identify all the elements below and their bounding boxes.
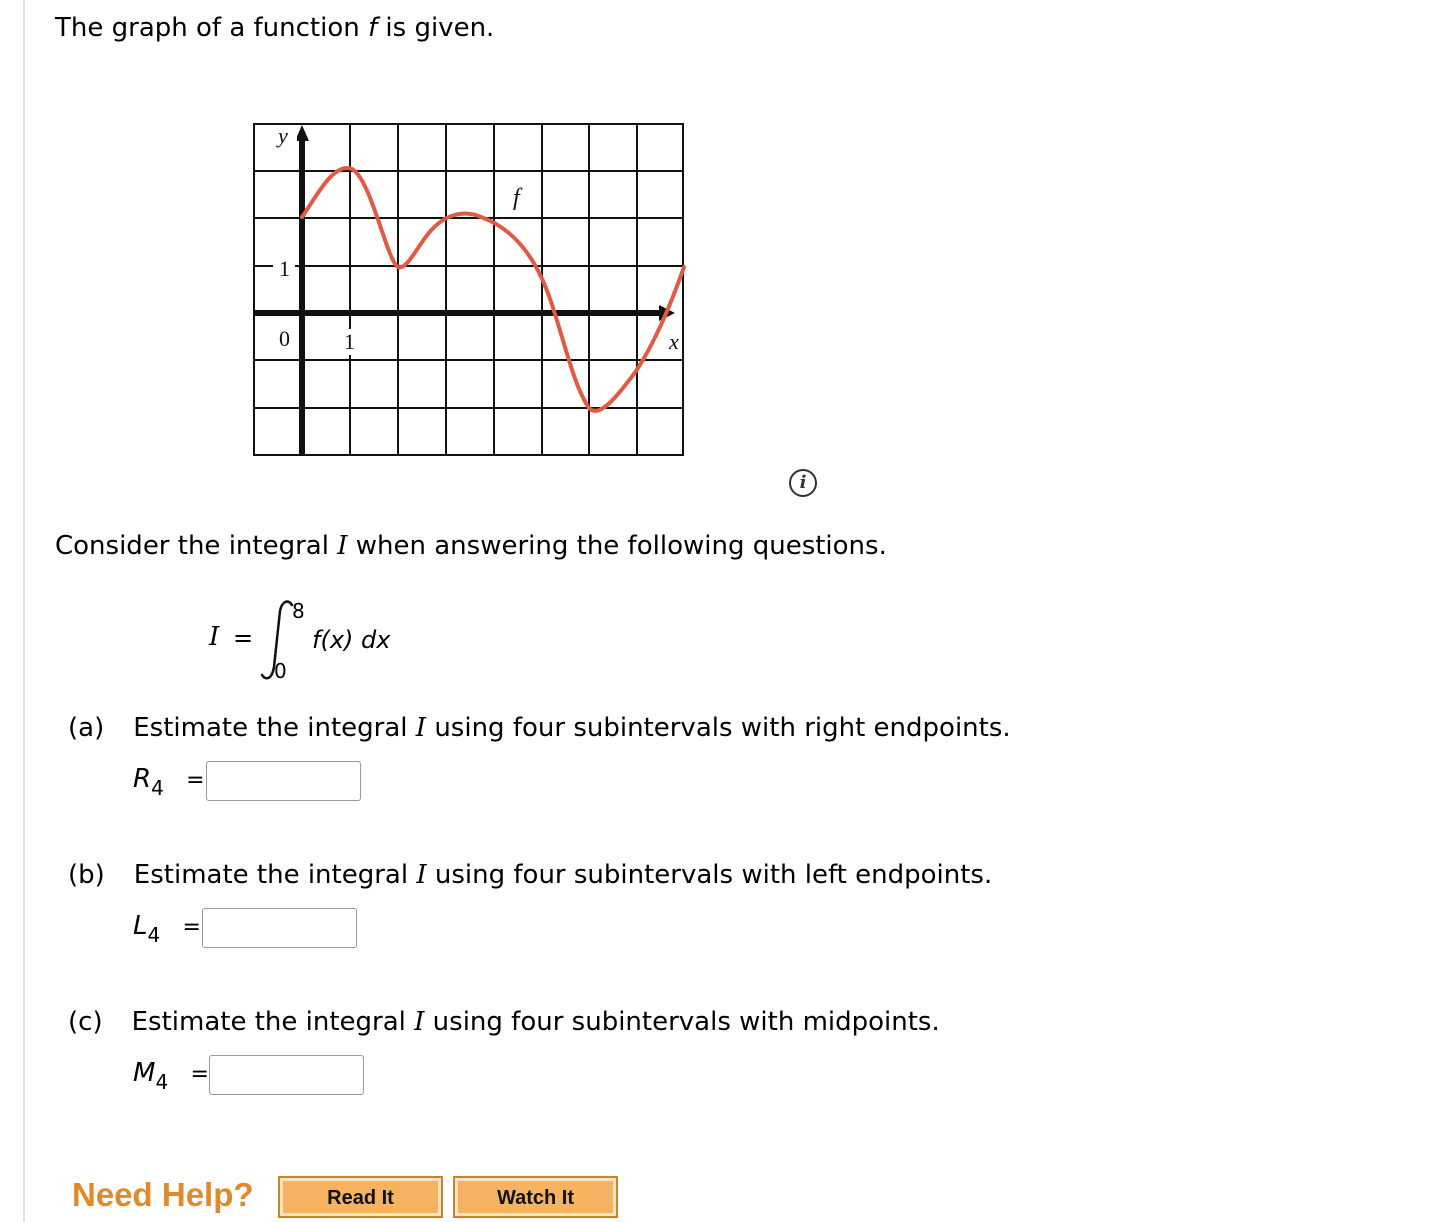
r4-subscript: 4: [151, 776, 164, 800]
part-a-label: (a): [68, 713, 105, 743]
l4-equals: =: [182, 915, 201, 940]
part-a-text-prefix: Estimate the integral: [133, 713, 416, 743]
read-it-button[interactable]: Read It: [278, 1176, 443, 1218]
y-axis-label: y: [278, 123, 288, 148]
part-c-label: (c): [68, 1007, 103, 1037]
part-b-text-suffix: using four subintervals with left endpoints.: [426, 860, 993, 890]
l4-answer-input[interactable]: [202, 908, 357, 948]
watch-it-button[interactable]: Watch It: [453, 1176, 618, 1218]
left-divider: [23, 0, 25, 1222]
part-b-label: (b): [68, 860, 105, 890]
integral-lhs: I: [209, 622, 220, 652]
l4-subscript: 4: [147, 923, 161, 947]
x-tick-label: 1: [344, 329, 355, 354]
intro-suffix: is given.: [377, 13, 495, 43]
function-graph: [251, 121, 687, 459]
integral-equals: =: [233, 624, 254, 652]
consider-suffix: when answering the following questions.: [347, 531, 887, 561]
intro-text: [55, 13, 494, 43]
origin-label: 0: [279, 326, 290, 351]
part-a-var: I: [415, 713, 427, 743]
m4-symbol: M: [133, 1058, 156, 1088]
l4-symbol: L: [133, 911, 148, 941]
integral-upper-limit: 8: [292, 599, 305, 623]
grid: [254, 124, 683, 455]
integrand: f(x) dx: [312, 626, 391, 654]
l4-label: [133, 911, 201, 947]
y-axis-arrow-icon: [295, 125, 309, 141]
part-c-text-prefix: Estimate the integral: [131, 1007, 415, 1037]
intro-prefix: The graph of a function: [55, 13, 368, 43]
need-help-title: Need Help?: [72, 1176, 254, 1213]
m4-equals: =: [190, 1062, 209, 1087]
r4-equals: =: [186, 768, 205, 793]
x-axis-label: x: [669, 329, 679, 354]
part-a-text-suffix: using four subintervals with right endpoints.: [426, 713, 1011, 743]
part-c-var: I: [414, 1007, 425, 1037]
info-icon[interactable]: i: [789, 469, 817, 497]
r4-symbol: R: [133, 764, 152, 794]
r4-label: [133, 764, 205, 800]
part-b-text-prefix: Estimate the integral: [133, 860, 417, 890]
m4-subscript: 4: [155, 1070, 169, 1094]
m4-answer-input[interactable]: [209, 1055, 364, 1095]
part-b-question: [68, 860, 992, 890]
part-c-question: [68, 1007, 940, 1037]
integral-lower-limit: 0: [274, 659, 287, 683]
curve-label: f: [513, 185, 520, 211]
consider-prefix: Consider the integral: [55, 531, 338, 561]
r4-answer-input[interactable]: [206, 761, 361, 801]
consider-text: [55, 531, 887, 561]
intro-func: f: [368, 13, 378, 43]
axes: [254, 125, 675, 455]
part-c-text-suffix: using four subintervals with midpoints.: [424, 1007, 940, 1037]
m4-label: [133, 1058, 209, 1094]
part-a-question: [68, 713, 1011, 743]
consider-var: I: [337, 531, 348, 561]
y-tick-label: 1: [279, 256, 290, 281]
part-b-var: I: [416, 860, 427, 890]
